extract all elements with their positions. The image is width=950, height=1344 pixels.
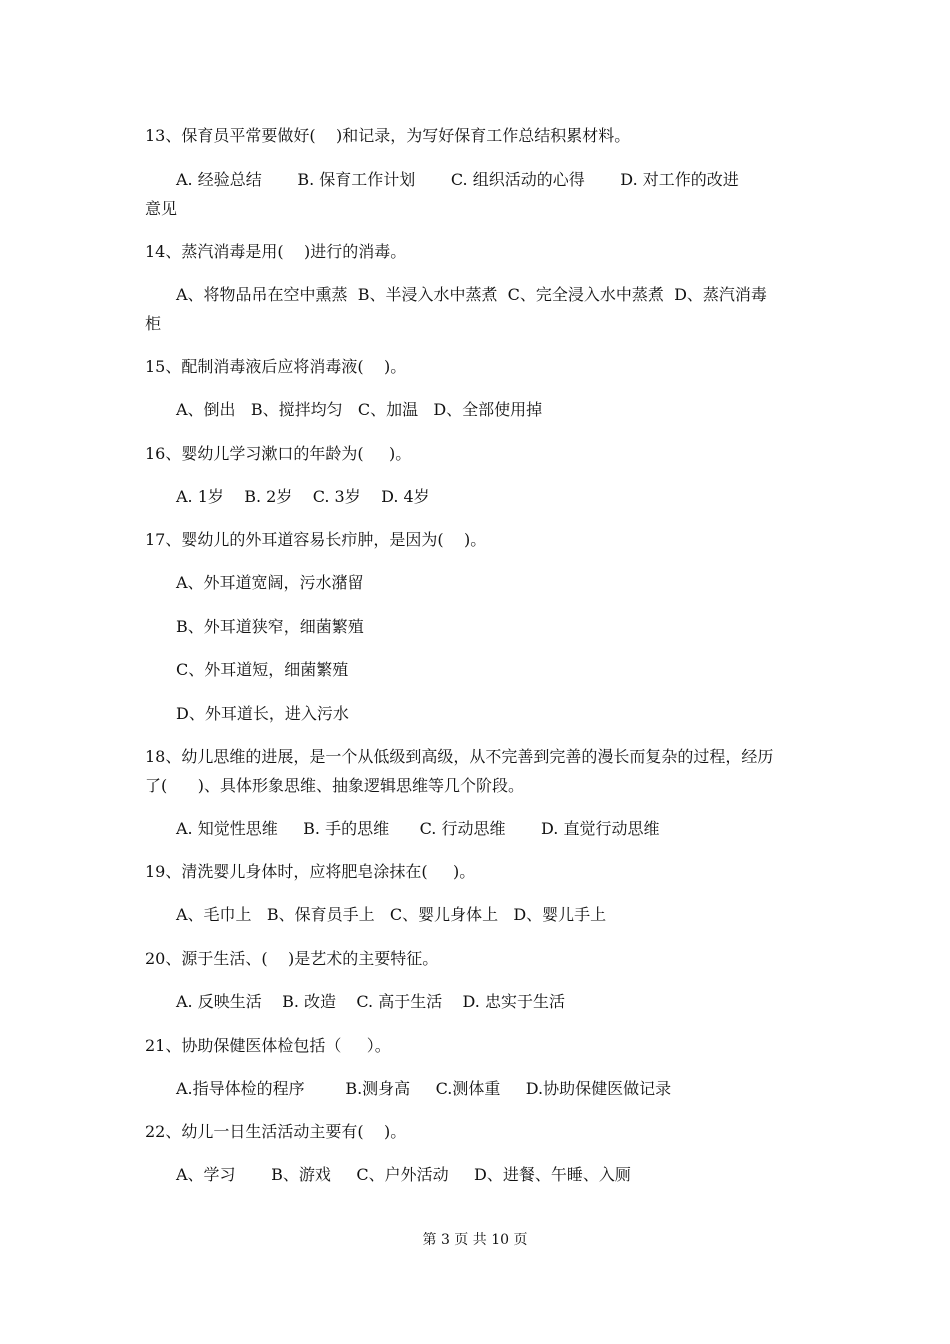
question-13-options: A. 经验总结 B. 保育工作计划 C. 组织活动的心得 D. 对工作的改进 (176, 170, 739, 189)
question-17-option-a: A、外耳道宽阔，污水潴留 (176, 573, 364, 592)
question-18-options: A. 知觉性思维 B. 手的思维 C. 行动思维 D. 直觉行动思维 (176, 819, 660, 838)
page-number-footer: 第 3 页 共 10 页 (422, 1232, 528, 1248)
question-13-options-wrap: 意见 (145, 199, 178, 218)
question-22-options: A、学习 B、游戏 C、户外活动 D、进餐、午睡、入厕 (176, 1165, 631, 1184)
question-19: 19、清洗婴儿身体时，应将肥皂涂抹在( )。 (145, 862, 476, 881)
question-13: 13、保育员平常要做好( )和记录，为写好保育工作总结积累材料。 (145, 126, 631, 145)
question-18-line-2: 了( )、具体形象思维、抽象逻辑思维等几个阶段。 (145, 776, 525, 795)
question-17-option-d: D、外耳道长，进入污水 (176, 704, 349, 723)
question-18: 18、幼儿思维的进展，是一个从低级到高级，从不完善到完善的漫长而复杂的过程，经历 (145, 747, 774, 766)
question-14-options-wrap: 柜 (145, 314, 162, 333)
question-15: 15、配制消毒液后应将消毒液( )。 (145, 357, 407, 376)
question-16-options: A. 1岁 B. 2岁 C. 3岁 D. 4岁 (176, 487, 430, 506)
question-19-options: A、毛巾上 B、保育员手上 C、婴儿身体上 D、婴儿手上 (176, 905, 607, 924)
question-21-options: A.指导体检的程序 B.测身高 C.测体重 D.协助保健医做记录 (176, 1079, 672, 1098)
question-20: 20、源于生活、( )是艺术的主要特征。 (145, 949, 439, 968)
question-15-options: A、倒出 B、搅拌均匀 C、加温 D、全部使用掉 (176, 400, 543, 419)
question-22: 22、幼儿一日生活活动主要有( )。 (145, 1122, 407, 1141)
question-17: 17、婴幼儿的外耳道容易长疖肿，是因为( )。 (145, 530, 487, 549)
question-16: 16、婴幼儿学习漱口的年龄为( )。 (145, 444, 412, 463)
question-21: 21、协助保健医体检包括（ ）。 (145, 1036, 391, 1055)
question-14-options: A、将物品吊在空中熏蒸 B、半浸入水中蒸煮 C、完全浸入水中蒸煮 D、蒸汽消毒 (176, 285, 767, 304)
question-20-options: A. 反映生活 B. 改造 C. 高于生活 D. 忠实于生活 (176, 992, 565, 1011)
question-17-option-c: C、外耳道短，细菌繁殖 (176, 660, 349, 679)
question-17-option-b: B、外耳道狭窄，细菌繁殖 (176, 617, 364, 636)
question-14: 14、蒸汽消毒是用( )进行的消毒。 (145, 242, 407, 261)
